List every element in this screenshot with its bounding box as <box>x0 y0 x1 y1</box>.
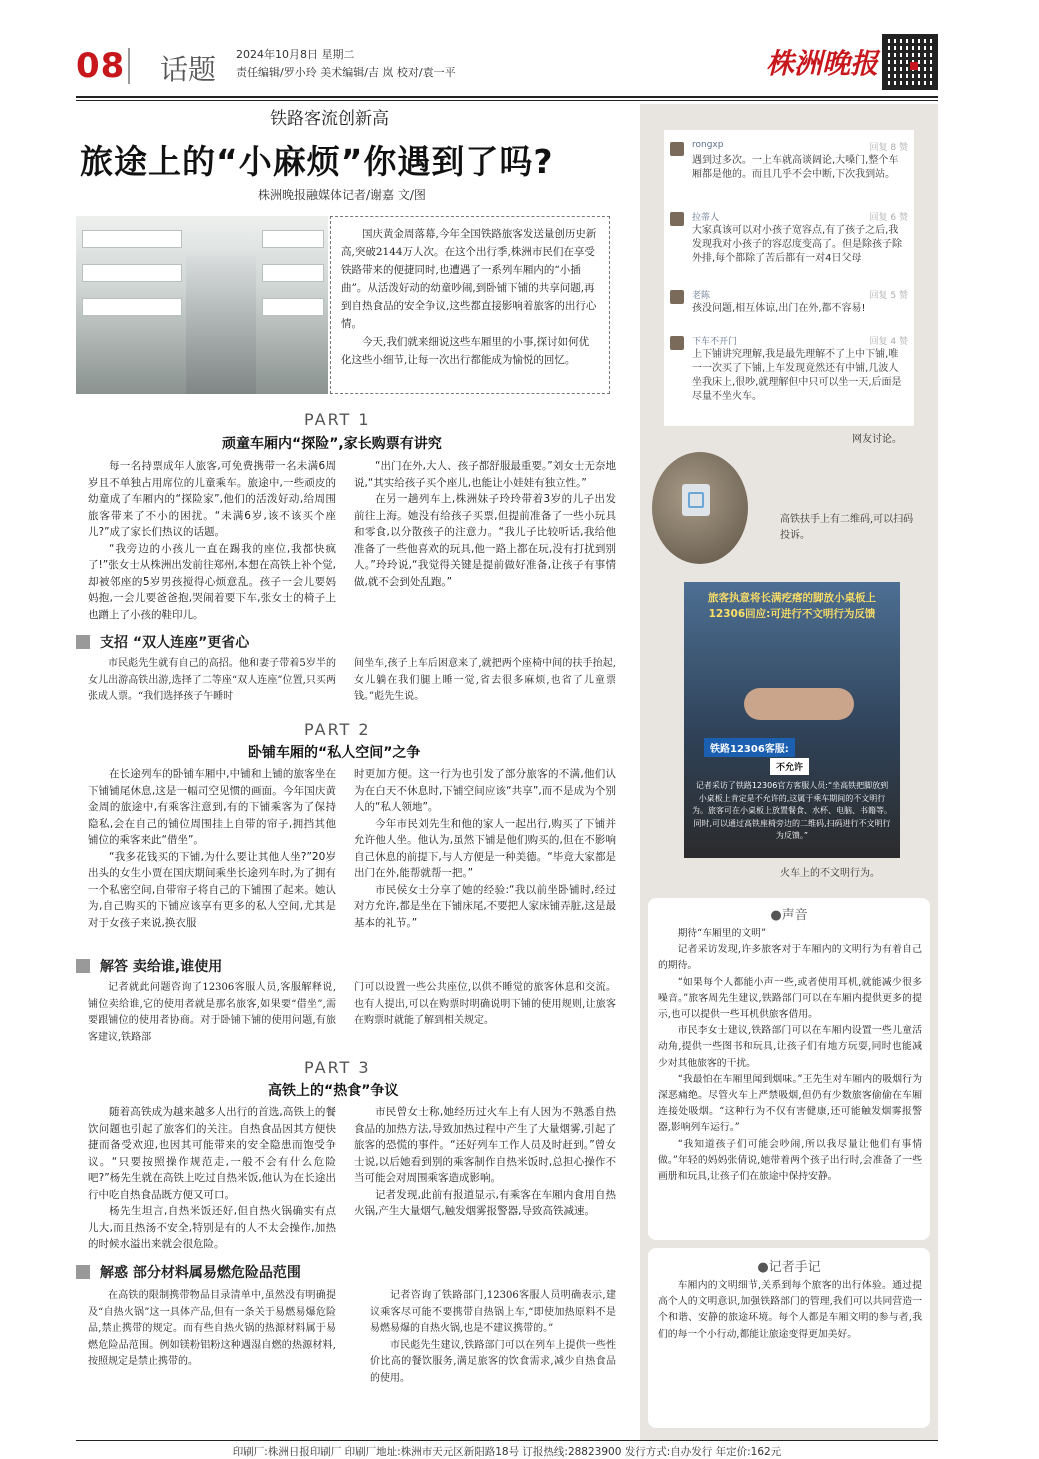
voices-text <box>658 926 922 1185</box>
part1-col1 <box>88 458 336 623</box>
armrest-qr-photo <box>652 452 748 564</box>
tip-heading-text: 支招 “双人连座”更省心 <box>100 635 250 651</box>
part3-title: 高铁上的“热食”争议 <box>268 1083 399 1099</box>
part2-tip-col1 <box>88 980 336 1046</box>
feet-on-table-photo <box>684 582 900 858</box>
paragraph: 今年市民刘先生和他的家人一起出行,购买了下铺并允许他人坐。他认为,虽然下铺是他们购买的,但在不影响自己休息的前提下,与人方便是一种美德。“毕竟大家都是出门在外,能帮就帮一把。” <box>354 817 616 879</box>
part3-tip-col1 <box>88 1288 336 1371</box>
paragraph: “我多花钱买的下铺,为什么要让其他人坐?”20岁出头的女生小贾在国庆期间乘坐长途列车时,为了拥有一个私密空间,自带帘子将自己的下铺围了起来。她认为,自己购买的下铺应该享有更多的私人空间,尤其是对于女孩子来说,换衣服 <box>88 850 336 929</box>
bunk-shape <box>82 264 182 282</box>
paragraph: 随着高铁成为越来越多人出行的首选,高铁上的餐饮问题也引起了旅客们的关注。自热食品因其方便快捷而备受欢迎,也因其可能带来的安全隐患而饱受争议。“只要按照操作规范走,一般不会有什么危险吧?”杨先生就在高铁上吃过自热米饭,他认为在长途出行中吃自热食品既方便又可口。 <box>88 1106 336 1201</box>
comment-meta: 回复 5 赞 <box>869 291 908 301</box>
part1-title: 顽童车厢内“探险”,家长购票有讲究 <box>222 436 442 452</box>
paragraph: 市民彪先生就有自己的高招。他和妻子带着5岁半的女儿出游高铁出游,选择了二等座“双人连座”位置,只买两张成人票。“我们选择孩子午睡时 <box>88 658 336 702</box>
part2-title: 卧铺车厢的“私人空间”之争 <box>248 745 421 761</box>
newspaper-logo: 株洲晚报 <box>766 47 879 80</box>
part1-tip-col2 <box>354 656 616 706</box>
paragraph: 记者咨询了铁路部门,12306客服人员明确表示,建议乘客尽可能不要携带自热锅上车,“即使加热原料不是易燃易爆的自热火锅,也是不建议携带的。” <box>370 1290 616 1334</box>
paragraph: “我知道孩子们可能会吵闹,所以我尽量让他们有事情做。”年轻的妈妈张倩说,她带着两个孩子出行时,会准备了一些画册和玩具,让孩子们在旅途中保持安静。 <box>658 1138 922 1183</box>
comment-user: rongxp <box>692 140 724 150</box>
paragraph: 门可以设置一些公共座位,以供不睡觉的旅客休息和交流。也有人提出,可以在购票时明确说明下铺的使用规则,让旅客在购票时就能了解到相关规定。 <box>354 982 616 1026</box>
part2-col2 <box>354 766 616 931</box>
paragraph: 记者发现,此前有报道显示,有乘客在车厢内食用自热火锅,产生大量烟气,触发烟雾报警器,导致高铁减速。 <box>354 1188 616 1217</box>
part1-col2 <box>354 458 616 590</box>
voices-box <box>648 898 930 1240</box>
bunk-shape <box>82 230 182 248</box>
comment-item <box>670 210 908 282</box>
part2-tip-heading <box>76 956 222 976</box>
part3-col2 <box>354 1104 616 1220</box>
header-rule <box>76 96 938 98</box>
part3-tip-col2 <box>370 1288 616 1387</box>
heading-square-icon <box>76 1265 90 1279</box>
comment-meta: 回复 8 赞 <box>869 143 908 153</box>
article-byline: 株洲晚报融媒体记者/谢嘉 文/图 <box>258 188 426 202</box>
issue-date: 2024年10月8日 星期二 <box>236 48 355 61</box>
avatar <box>670 142 684 156</box>
comment-user: 下车不开门 <box>692 337 738 347</box>
page-number: 08 <box>76 46 126 86</box>
intro-paragraph: 国庆黄金周落幕,今年全国铁路旅客发送量创历史新高,突破2144万人次。在这个出行季,株洲市民们在享受铁路带来的便捷同时,也遭遇了一系列车厢内的“小插曲”。从活泼好动的幼童吵闹,到卧铺下铺的共享问题,再到自热食品的安全争议,这些都直接影响着旅客的出行心情。 <box>341 228 597 330</box>
feet-shape <box>744 688 854 720</box>
comment-item <box>670 288 908 328</box>
paragraph: 记者就此问题咨询了12306客服人员,客服解释说,铺位卖给谁,它的使用者就是那名旅客,如果要“借坐”,需要跟铺位的使用者协商。对于卧铺下铺的使用问题,有旅客建议,铁路部 <box>88 982 336 1043</box>
bunk-shape <box>262 230 324 248</box>
comment-text: 大家真该可以对小孩子宽容点,有了孩子之后,我发现我对小孩子的容忍度变高了。但是除孩子除外排,每个都除了苦后都有一对4日父母 <box>692 225 902 264</box>
comment-user: 老陈 <box>692 291 711 301</box>
intro-paragraph: 今天,我们就来细说这些车厢里的小事,探讨如何优化这些小细节,让每一次出行都能成为愉悦的回忆。 <box>341 336 590 366</box>
avatar <box>670 290 684 304</box>
reporter-notes-box <box>648 1248 930 1428</box>
netizen-comments-screenshot <box>664 130 914 426</box>
qr-code-icon[interactable] <box>882 34 938 90</box>
comment-item <box>670 140 908 204</box>
footer-rule <box>76 1440 938 1441</box>
bunk-shape <box>262 298 324 316</box>
paragraph: 记者采访发现,许多旅客对于车厢内的文明行为有着自己的期待。 <box>658 944 922 972</box>
bunk-shape <box>262 264 324 282</box>
header-rule-thin <box>76 100 938 101</box>
part1-label: PART 1 <box>304 410 371 429</box>
part3-tip-heading <box>76 1262 301 1282</box>
paragraph: 市民彪先生建议,铁路部门可以在列车上提供一些性价比高的餐饮服务,满足旅客的饮食需求,减少自热食品的使用。 <box>370 1339 616 1384</box>
section-name: 话题 <box>160 53 217 86</box>
paragraph: 市民李女士建议,铁路部门可以在车厢内设置一些儿童活动角,提供一些图书和玩具,让孩子们有地方玩耍,同时也能减少对其他旅客的干扰。 <box>658 1025 922 1069</box>
avatar <box>670 336 684 350</box>
masthead <box>76 38 938 98</box>
bunk-shape <box>82 298 182 316</box>
paragraph: “如果每个人都能小声一些,或者使用耳机,就能减少很多噪音。”旅客周先生建议,铁路部门可以在车厢内提供更多的提示,也可以提供一些耳机供旅客借用。 <box>658 976 922 1021</box>
part2-col1 <box>88 766 336 931</box>
photo-overlay-text: 记者采访了铁路12306官方客服人员:“坐高铁把脚放到小桌板上肯定是不允许的,这属于乘车期间的不文明行为。旅客可在小桌板上放置餐食、水杯、电脑、书籍等。同时,可以通过高铁座椅旁边的二维码,扫码进行不文明行为反馈。” <box>692 781 892 840</box>
comment-text: 孩没问题,相互体谅,出门在外,都不容易! <box>692 303 866 314</box>
tip-heading-text: 解答 卖给谁,谁使用 <box>100 959 223 975</box>
header-divider <box>128 48 130 84</box>
comment-user: 拉蒂人 <box>692 213 720 223</box>
article-headline: 旅途上的“小麻烦”你遇到了吗? <box>80 142 554 181</box>
paragraph: 在高铁的限制携带物品目录清单中,虽然没有明确提及“自热火锅”这一具体产品,但有一条关于易燃易爆危险品,禁止携带的规定。而有些自热火锅的热源材料属于易燃危险品范围。例如镁粉铝粉这种遇湿自燃的热源材料,按照规定是禁止携带的。 <box>88 1290 336 1367</box>
voices-tag: ●声音 <box>770 908 808 923</box>
photo-tag-verdict: 不允许 <box>770 758 809 775</box>
comment-text: 遇到过多次。一上车就高谈阔论,大嗓门,整个车厢都是他的。而且几乎不会中断,下次我到站。 <box>692 155 899 180</box>
part2-label: PART 2 <box>304 720 371 739</box>
part1-tip-col1 <box>88 656 336 706</box>
comment-item <box>670 334 908 420</box>
comments-caption: 网友讨论。 <box>852 434 902 445</box>
paragraph: 期待“车厢里的文明” <box>677 928 766 939</box>
paragraph: “我旁边的小孩儿一直在踢我的座位,我都快疯了!”张女士从株洲出发前往郑州,本想在高铁上补个觉,却被邻座的5岁男孩搅得心烦意乱。孩子一会儿要妈妈抱,一会儿要爸爸抱,哭闹着要下车,张女士的椅子上也蹭上了小孩的鞋印儿。 <box>88 542 336 621</box>
paragraph: “出门在外,大人、孩子都舒服最重要。”刘女士无奈地说,“其实给孩子买个座儿,也能让小娃娃有独立性。” <box>354 460 616 489</box>
avatar <box>670 212 684 226</box>
tip-heading-text: 解惑 部分材料属易燃危险品范围 <box>100 1265 301 1281</box>
heading-square-icon <box>76 959 90 973</box>
train-sleeper-photo <box>76 216 328 394</box>
part3-label: PART 3 <box>304 1058 371 1077</box>
editors-line: 责任编辑/罗小玲 美术编辑/吉 岚 校对/袁一平 <box>236 66 456 79</box>
footer-imprint: 印刷厂:株洲日报印刷厂 印刷厂地址:株洲市天元区新阳路18号 订报热线:28823900 发行方式:自办发行 年定价:162元 <box>232 1446 782 1458</box>
aisle-shape <box>186 256 256 394</box>
paragraph: 间坐车,孩子上车后困意来了,就把两个座椅中间的扶手抬起,女儿躺在我们腿上睡一觉,省去很多麻烦,也省了儿童票钱。”彪先生说。 <box>354 658 616 702</box>
part3-col1 <box>88 1104 336 1253</box>
paragraph: “我最怕在车厢里闻到烟味。”王先生对车厢内的吸烟行为深恶痛绝。尽管火车上严禁吸烟,但仍有少数旅客偷偷在车厢连接处吸烟。“这种行为不仅有害健康,还可能触发烟雾报警器,影响列车运行。” <box>658 1073 922 1134</box>
paragraph: 每一名持票成年人旅客,可免费携带一名未满6周岁且不单独占用席位的儿童乘车。旅途中,一些顽皮的幼童成了车厢内的“探险家”,他们的活泼好动,给周围旅客带来了不小的困扰。“未满6岁,该不该买个座儿?”成了家长们热议的话题。 <box>88 460 336 538</box>
paragraph: 在长途列车的卧铺车厢中,中铺和上铺的旅客坐在下铺铺尾休息,这是一幅司空见惯的画面。今年国庆黄金周的旅途中,有乘客注意到,有的下铺乘客为了保持隐私,会在自己的铺位周围挂上自带的帘子,拥挡其他铺位的乘客来此“借坐”。 <box>88 768 336 846</box>
comment-meta: 回复 6 赞 <box>869 213 908 223</box>
photo-headline: 旅客执意将长满疙瘩的脚放小桌板上 12306回应:可进行不文明行为反馈 <box>708 592 876 620</box>
qr-code-icon <box>688 492 704 508</box>
heading-square-icon <box>76 635 90 649</box>
intro-box <box>330 216 610 394</box>
comment-text: 上下铺讲究理解,我是最先理解不了上中下铺,唯一一次买了下铺,上车发现竟然还有中铺,几波人坐我床上,很吵,就理解但中只可以坐一天,后面是尽量不坐火车。 <box>692 349 902 402</box>
part1-tip-heading <box>76 632 249 652</box>
photo-tag: 铁路12306客服: <box>704 738 795 757</box>
paragraph: 在另一趟列车上,株洲妹子玲玲带着3岁的儿子出发前往上海。她没有给孩子买票,但提前准备了一些小玩具和零食,以分散孩子的注意力。“我儿子比较听话,我给他准备了一些他喜欢的玩具,他一路上都在玩,没有打扰到别人。”玲玲说,“我觉得关键是提前做好准备,让孩子有事情做,就不会到处乱跑。” <box>354 493 616 588</box>
paragraph: 杨先生坦言,自热米饭还好,但自热火锅确实有点儿大,而且热汤不安全,特别是有的人不太会操作,加热的时候水溢出来就会很危险。 <box>88 1205 336 1250</box>
comment-meta: 回复 4 赞 <box>869 337 908 347</box>
qr-plate <box>682 484 710 516</box>
seat-photo-caption: 火车上的不文明行为。 <box>780 868 880 879</box>
notes-tag: ●记者手记 <box>757 1260 821 1275</box>
paragraph: 市民侯女士分享了她的经验:“我以前坐卧铺时,经过对方允许,都是坐在下铺床尾,不要把人家床铺弄脏,这是最基本的礼节。” <box>354 883 617 929</box>
part2-tip-col2 <box>354 980 616 1030</box>
paragraph: 市民曾女士称,她经历过火车上有人因为不熟悉自热食品的加热方法,导致加热过程中产生了大量烟雾,引起了旅客的恐慌的事件。“还好列车工作人员及时赶到。”曾女士说,以后她看到别的乘客制作自热米饭时,总担心操作不当可能会对周围乘客造成影响。 <box>354 1106 616 1184</box>
paragraph: 车厢内的文明细节,关系到每个旅客的出行体验。通过提高个人的文明意识,加强铁路部门的管理,我们可以共同营造一个和谐、安静的旅途环境。每个人都是车厢文明的参与者,我们的每一个小行动,都能让旅途变得更加美好。 <box>658 1280 922 1340</box>
qr-photo-caption: 高铁扶手上有二维码,可以扫码投诉。 <box>780 514 914 541</box>
notes-text <box>658 1278 922 1343</box>
paragraph: 时更加方便。这一行为也引发了部分旅客的不满,他们认为在白天不休息时,下铺空间应该“共享”,而不是成为个别人的“私人领地”。 <box>354 768 616 813</box>
article-kicker: 铁路客流创新高 <box>270 109 389 129</box>
qr-logo-dot <box>910 62 918 70</box>
